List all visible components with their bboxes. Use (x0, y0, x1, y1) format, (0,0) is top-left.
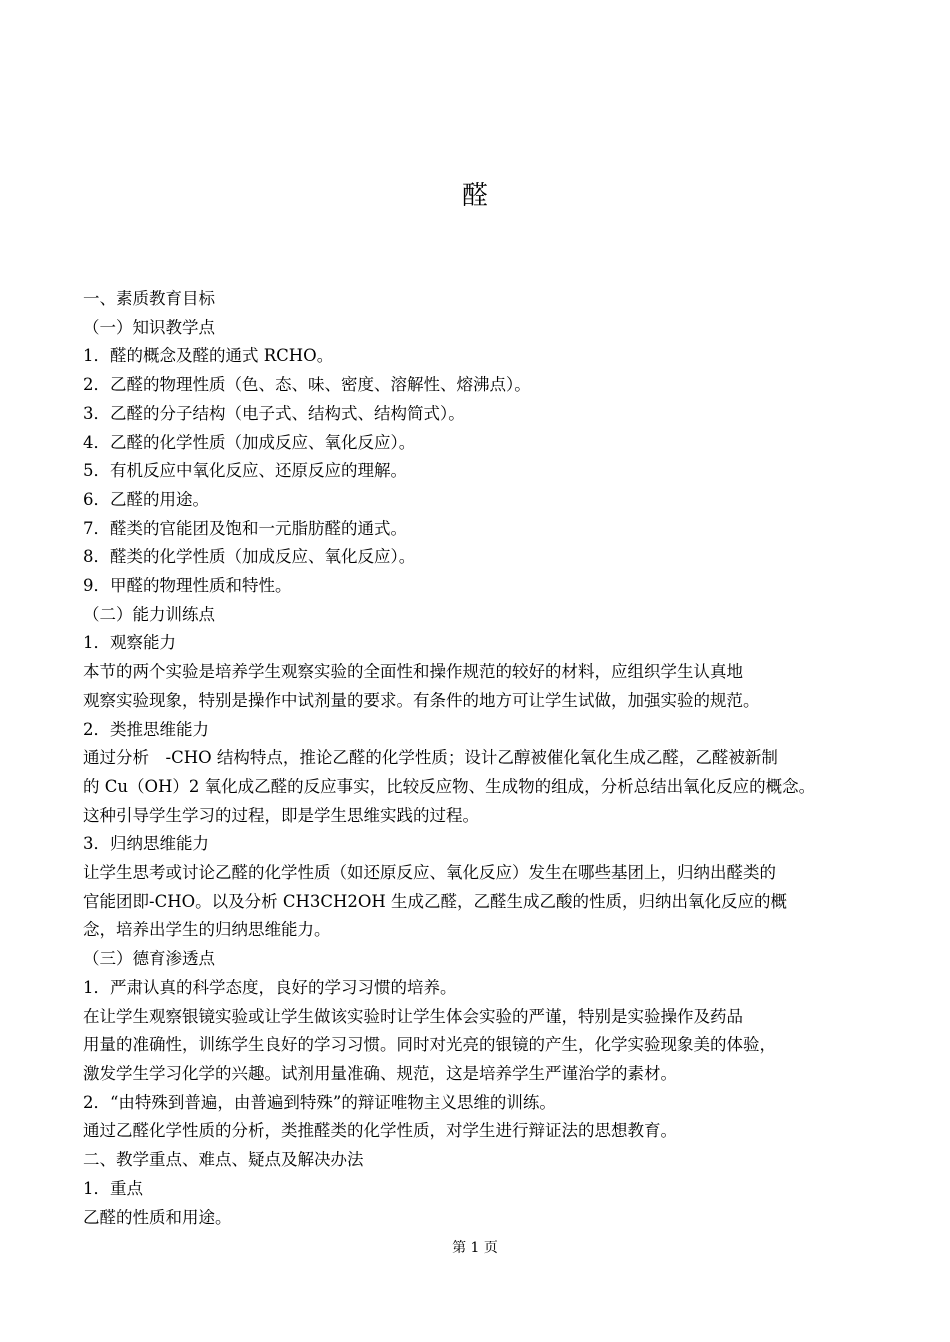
subsection-heading: （二）能力训练点 (83, 604, 215, 624)
document-title: 醛 (461, 181, 488, 211)
list-item: 7．醛类的官能团及饱和一元脂肪醛的通式。 (83, 518, 407, 538)
paragraph-line: 通过乙醛化学性质的分析，类推醛类的化学性质，对学生进行辩证法的思想教育。 (83, 1121, 677, 1141)
paragraph-line: 激发学生学习化学的兴趣。试剂用量准确、规范，这是培养学生严谨治学的素材。 (83, 1063, 677, 1083)
list-item: 2．类推思维能力 (83, 719, 209, 739)
paragraph-line: 用量的准确性，训练学生良好的学习习惯。同时对光亮的银镜的产生，化学实验现象美的体验， (83, 1035, 776, 1055)
paragraph-line: 通过分析 -CHO 结构特点，推论乙醛的化学性质；设计乙醇被催化氧化生成乙醛，乙醛被新制 (83, 748, 778, 768)
paragraph-line: 这种引导学生学习的过程，即是学生思维实践的过程。 (83, 805, 479, 825)
paragraph-line: 的 Cu（OH）2 氧化成乙醛的反应事实，比较反应物、生成物的组成，分析总结出氧化反应的概念。 (83, 776, 816, 796)
paragraph-line: 念，培养出学生的归纳思维能力。 (83, 920, 331, 940)
paragraph-line: 让学生思考或讨论乙醛的化学性质（如还原反应、氧化反应）发生在哪些基团上，归纳出醛类的 (83, 863, 776, 883)
subsection-heading: （三）德育渗透点 (83, 949, 215, 969)
list-item: 1．重点 (83, 1178, 143, 1198)
list-item: 8．醛类的化学性质（加成反应、氧化反应）。 (83, 547, 416, 567)
paragraph-line: 在让学生观察银镜实验或让学生做该实验时让学生体会实验的严谨，特别是实验操作及药品 (83, 1006, 743, 1026)
document-body (83, 285, 883, 1232)
page-number: 第 1 页 (452, 1240, 498, 1256)
paragraph-line: 乙醛的性质和用途。 (83, 1207, 232, 1227)
section-heading: 一、素质教育目标 (83, 289, 215, 308)
list-item: 2．“由特殊到普遍，由普遍到特殊”的辩证唯物主义思维的训练。 (83, 1092, 556, 1112)
paragraph-line: 官能团即-CHO。以及分析 CH3CH2OH 生成乙醛，乙醛生成乙酸的性质，归纳出氧化反应的概 (83, 891, 788, 911)
list-item: 6．乙醛的用途。 (83, 489, 209, 509)
list-item: 4．乙醛的化学性质（加成反应、氧化反应）。 (83, 432, 416, 452)
list-item: 3．归纳思维能力 (83, 834, 209, 854)
list-item: 1．严肃认真的科学态度，良好的学习习惯的培养。 (83, 977, 457, 997)
list-item: 9．甲醛的物理性质和特性。 (83, 576, 292, 596)
paragraph-line: 本节的两个实验是培养学生观察实验的全面性和操作规范的较好的材料，应组织学生认真地 (83, 662, 743, 682)
subsection-heading: （一）知识教学点 (83, 317, 215, 337)
list-item: 1．观察能力 (83, 633, 176, 653)
list-item: 5．有机反应中氧化反应、还原反应的理解。 (83, 461, 407, 481)
list-item: 2．乙醛的物理性质（色、态、味、密度、溶解性、熔沸点）。 (83, 375, 531, 395)
list-item: 3．乙醛的分子结构（电子式、结构式、结构简式）。 (83, 403, 465, 423)
section-heading: 二、教学重点、难点、疑点及解决办法 (83, 1150, 364, 1170)
paragraph-line: 观察实验现象，特别是操作中试剂量的要求。有条件的地方可让学生试做，加强实验的规范。 (83, 690, 760, 710)
list-item: 1．醛的概念及醛的通式 RCHO。 (83, 346, 334, 366)
